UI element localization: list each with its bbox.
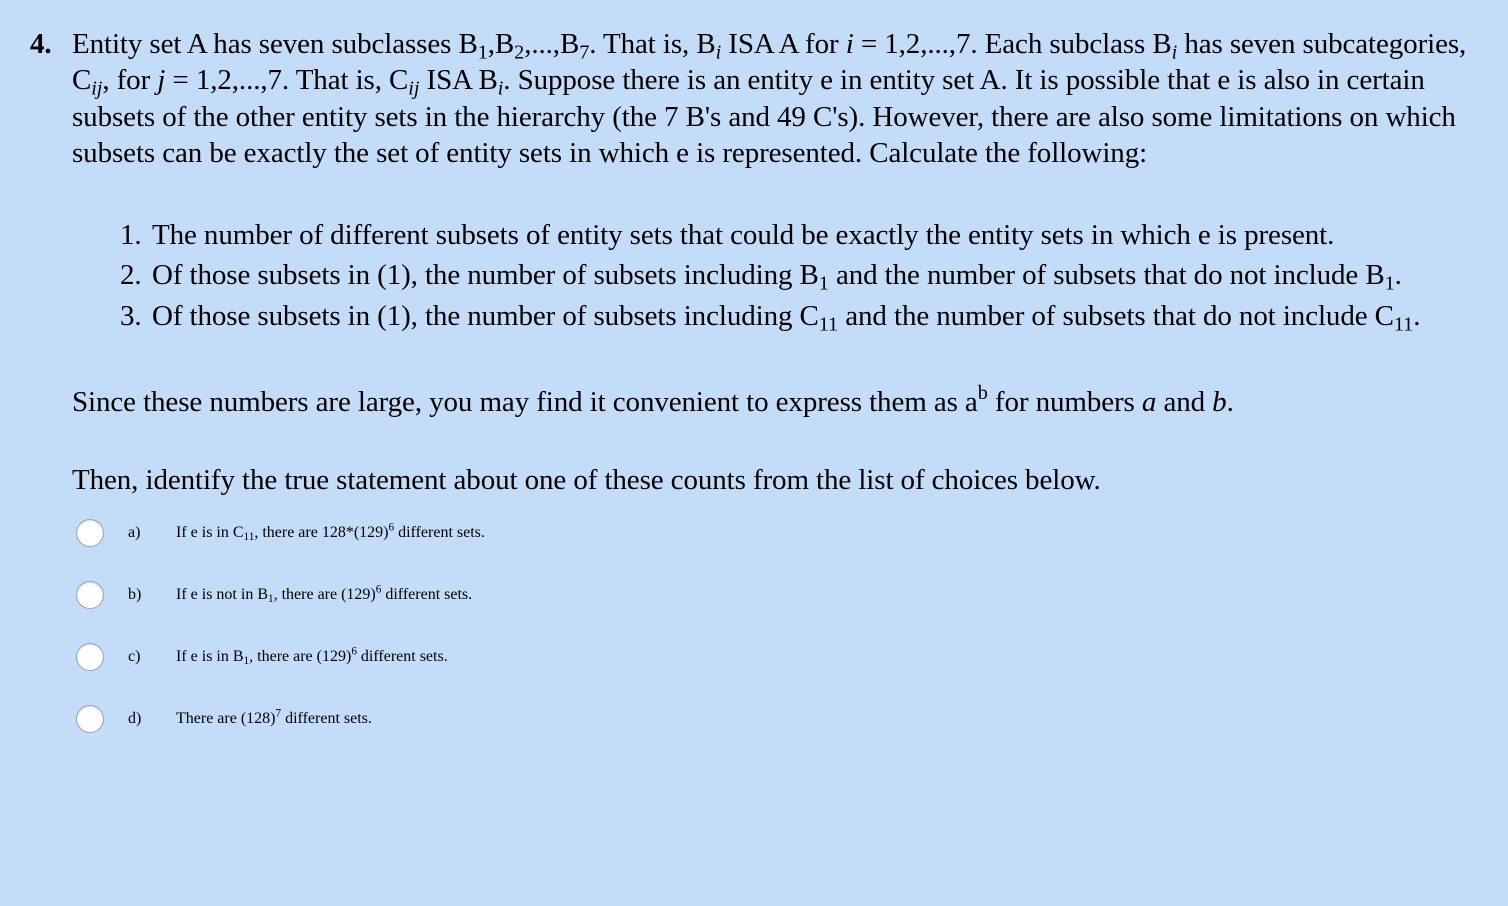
question-body [72, 26, 1468, 498]
choice-list [30, 502, 1468, 750]
task-text [152, 298, 1468, 334]
question-intro [72, 26, 1468, 171]
choice-text-part: , there are (129) [249, 648, 352, 666]
intro-text: ISA B [419, 64, 498, 97]
intro-text: , for [102, 64, 158, 97]
choice-text [176, 583, 1468, 606]
task-text-part: Of those subsets in (1), the number of subsets including B [152, 259, 819, 292]
choice-text-part: If e is not in B [176, 586, 268, 604]
task-text [152, 257, 1468, 293]
subscript: 2 [514, 41, 525, 64]
note-part: . [1226, 385, 1234, 418]
intro-text: has seven subcategories, C [72, 28, 1467, 97]
intro-text: Entity set A has seven subclasses B [72, 28, 478, 60]
superscript: 6 [351, 645, 357, 658]
question-number: 4. [30, 28, 52, 60]
task-text-part: and the number of subsets that do not include C [838, 299, 1394, 332]
intro-text: = 1,2,...,7. That is, C [165, 64, 409, 97]
subscript: ij [91, 77, 103, 100]
choice-text-part: different sets. [394, 524, 485, 542]
choice-text-part: , there are 128*(129) [254, 524, 389, 542]
choice-text-part: If e is in B [176, 648, 244, 666]
choice-text [176, 521, 1468, 544]
italic-variable: b [1212, 385, 1227, 418]
choice-text-part: different sets. [381, 586, 473, 604]
instruction-text: Then, identify the true statement about one of these counts from the list of choices below. [72, 464, 1101, 496]
note-part: for numbers [987, 385, 1142, 418]
intro-text: ,...,B [524, 28, 580, 60]
choice-b[interactable] [76, 564, 1468, 626]
subscript: 1 [818, 272, 829, 295]
choice-d[interactable] [76, 688, 1468, 750]
italic-variable: j [157, 64, 166, 97]
task-item [120, 217, 1468, 253]
subscript: 11 [818, 313, 839, 336]
subscript: 7 [579, 41, 590, 64]
choice-label: b) [128, 586, 142, 604]
task-number: 3. [120, 299, 142, 332]
subscript: 1 [1384, 272, 1395, 295]
subscript: i [715, 41, 722, 64]
task-text-part: . [1394, 259, 1402, 292]
italic-variable: i [845, 28, 854, 60]
task-text-part: Of those subsets in (1), the number of subsets including C [152, 299, 819, 332]
intro-text: . Suppose there is an entity e in entity set A. It is possible that e is also in certain subsets of the other entity sets in the hierarchy (the 7 B's and 49 C's). However, there are also some limitations on which subsets can be exactly the set of entity sets in which e is represented. Calculate the following: [72, 64, 1456, 169]
task-text-part: and the number of subsets that do not include B [828, 259, 1385, 292]
task-text-part: . [1413, 299, 1421, 332]
subscript: 1 [268, 593, 274, 606]
radio-button-d[interactable] [76, 705, 104, 733]
choice-label: d) [128, 710, 142, 728]
choice-label: a) [128, 524, 141, 542]
choice-text-part: , there are (129) [273, 586, 376, 604]
note-part: and [1156, 385, 1213, 418]
choice-label: c) [128, 648, 141, 666]
intro-text: = 1,2,...,7. Each subclass B [853, 28, 1172, 60]
italic-variable: a [1141, 385, 1157, 418]
choice-c[interactable] [76, 626, 1468, 688]
superscript: 6 [388, 521, 395, 534]
task-item [120, 257, 1468, 293]
superscript: 7 [275, 707, 282, 720]
radio-button-a[interactable] [76, 519, 104, 547]
question-block [30, 26, 1468, 498]
subscript: 11 [1393, 313, 1414, 336]
task-number: 1. [120, 219, 142, 251]
choice-text [176, 707, 1468, 728]
choice-text [176, 645, 1468, 668]
choice-text-part: There are (128) [176, 710, 276, 728]
subscript: i [497, 77, 504, 100]
intro-text: ,B [487, 28, 515, 60]
subscript: 11 [243, 531, 255, 544]
task-text: The number of different subsets of entity sets that could be exactly the entity sets in which e is present. [152, 219, 1335, 251]
subscript: ij [408, 77, 420, 100]
superscript: 6 [375, 583, 382, 596]
subscript: i [1171, 41, 1178, 64]
subscript: 1 [243, 655, 250, 668]
choice-a[interactable] [76, 502, 1468, 564]
superscript: b [977, 381, 988, 404]
note-text [72, 381, 1468, 420]
intro-text: ISA A for [721, 28, 846, 60]
task-item [120, 298, 1468, 334]
choice-text-part: If e is in C [176, 524, 244, 542]
radio-button-b[interactable] [76, 581, 104, 609]
subscript: 1 [477, 41, 488, 64]
radio-button-c[interactable] [76, 643, 104, 671]
task-number: 2. [120, 259, 142, 292]
note-part: Since these numbers are large, you may find it convenient to express them as a [72, 385, 978, 418]
choice-text-part: different sets. [281, 710, 372, 728]
intro-text: . That is, B [589, 28, 716, 60]
task-list [72, 217, 1468, 334]
choice-text-part: different sets. [356, 648, 448, 666]
